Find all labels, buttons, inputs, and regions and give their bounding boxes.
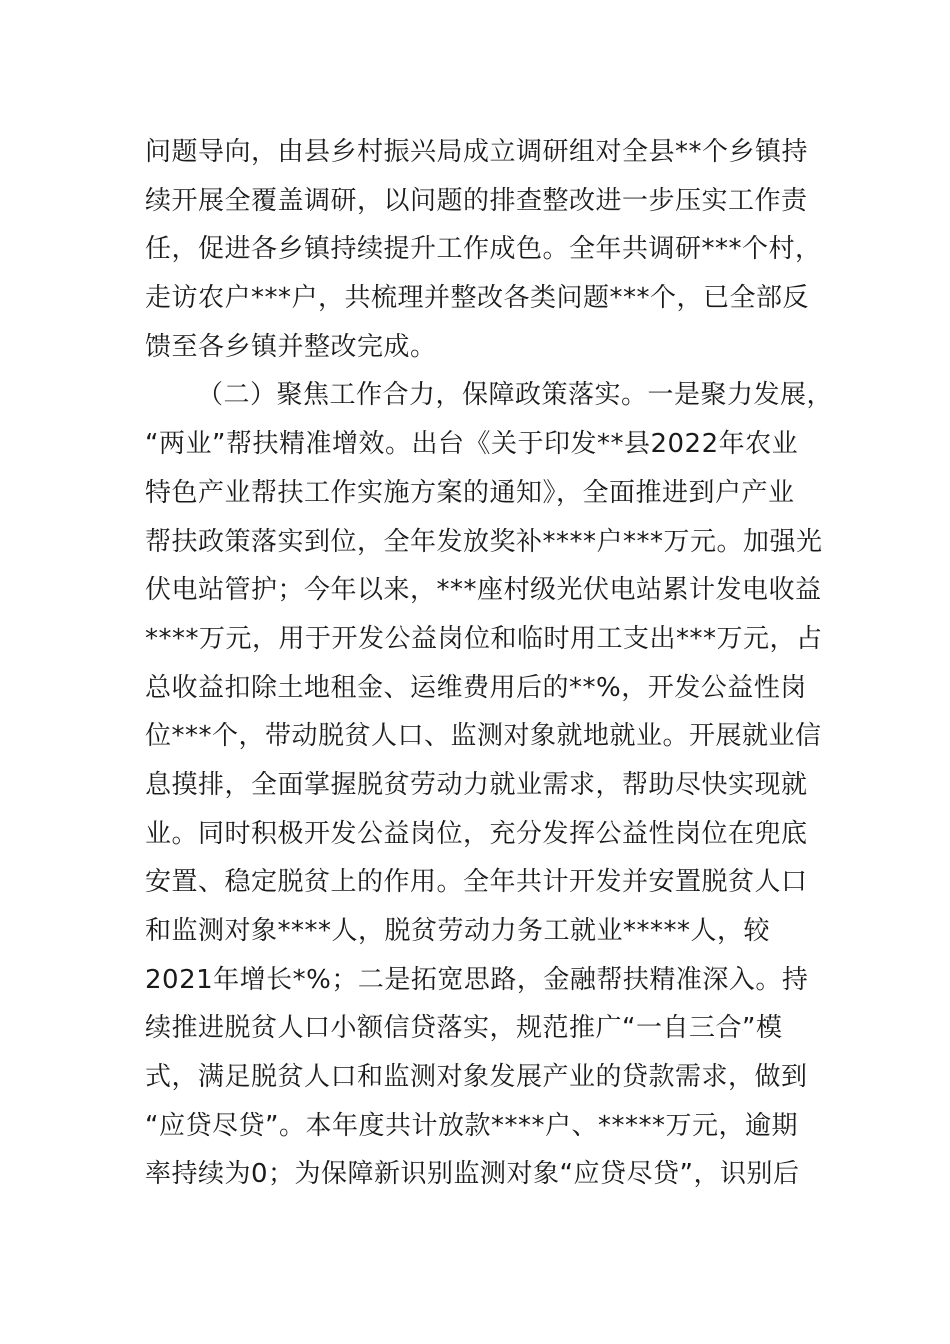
text-line: 安置、稳定脱贫上的作用。全年共计开发并安置脱贫人口 xyxy=(145,867,808,898)
paragraph-heading-line: （二）聚焦工作合力，保障政策落实。一是聚力发展， xyxy=(197,380,834,411)
text-line: 走访农户***户，共梳理并整改各类问题***个，已全部反 xyxy=(145,283,810,314)
text-line: 息摸排，全面掌握脱贫劳动力就业需求，帮助尽快实现就 xyxy=(145,769,808,800)
text-line: 特色产业帮扶工作实施方案的通知》，全面推进到户产业 xyxy=(145,477,795,508)
text-line: 总收益扣除土地租金、运维费用后的**%，开发公益性岗 xyxy=(145,672,807,703)
text-line: 位***个，带动脱贫人口、监测对象就地就业。开展就业信 xyxy=(145,721,822,752)
text-line: 式，满足脱贫人口和监测对象发展产业的贷款需求，做到 xyxy=(145,1062,808,1093)
text-line: 业。同时积极开发公益岗位，充分发挥公益性岗位在兜底 xyxy=(145,818,808,849)
text-line: 和监测对象****人，脱贫劳动力务工就业*****人，较 xyxy=(145,916,771,946)
text-line: 2021年增长*%；二是拓宽思路，金融帮扶精准深入。持 xyxy=(145,964,809,995)
body-text xyxy=(145,128,834,1199)
text-line: 率持续为0；为保障新识别监测对象“应贷尽贷”，识别后 xyxy=(145,1159,800,1190)
text-line: 伏电站管护；今年以来，***座村级光伏电站累计发电收益 xyxy=(145,575,822,606)
text-line: 续开展全覆盖调研，以问题的排查整改进一步压实工作责 xyxy=(145,185,808,216)
text-line: 帮扶政策落实到位，全年发放奖补****户***万元。加强光 xyxy=(145,526,823,557)
text-line: 馈至各乡镇并整改完成。 xyxy=(145,331,437,362)
text-line: 任，促进各乡镇持续提升工作成色。全年共调研***个村， xyxy=(145,234,822,265)
text-line: 问题导向，由县乡村振兴局成立调研组对全县**个乡镇持 xyxy=(145,137,809,167)
text-line: ****万元，用于开发公益岗位和临时用工支出***万元，占 xyxy=(145,623,823,654)
text-line: “应贷尽贷”。本年度共计放款****户、*****万元，逾期 xyxy=(145,1110,798,1141)
text-line: “两业”帮扶精准增效。出台《关于印发**县2022年农业 xyxy=(145,429,799,460)
text-line: 续推进脱贫人口小额信贷落实，规范推广“一自三合”模 xyxy=(145,1013,783,1044)
